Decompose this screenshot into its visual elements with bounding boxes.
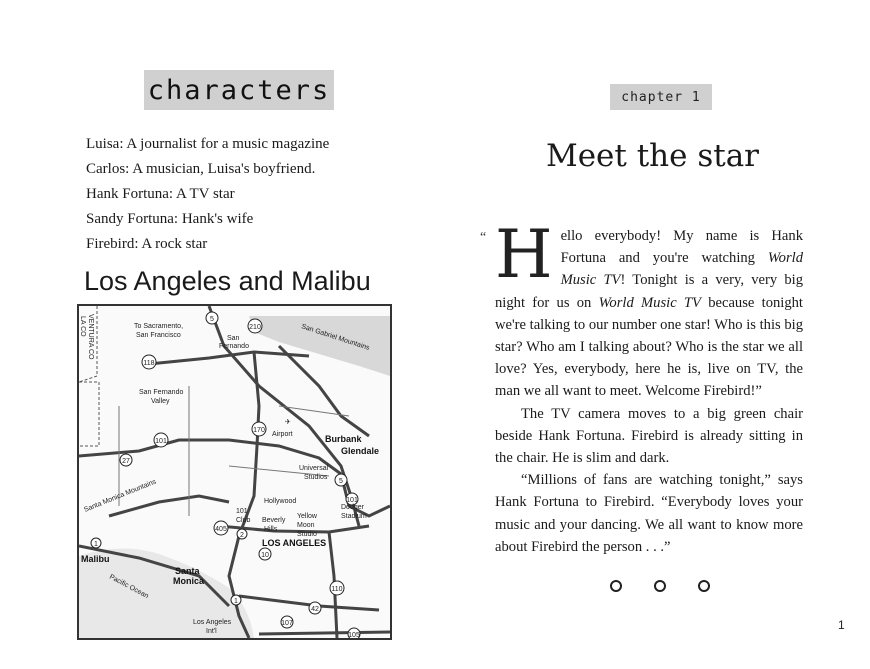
chapter-tab: chapter 1 xyxy=(610,84,712,110)
label-valley-2: Valley xyxy=(151,398,170,405)
label-beverly-1: Beverly xyxy=(262,517,286,524)
label-los-angeles: LOS ANGELES xyxy=(262,538,327,548)
circle-icon xyxy=(698,580,710,592)
characters-heading: characters xyxy=(144,70,334,110)
route-shield xyxy=(214,521,228,535)
label-beverly-2: Hills xyxy=(264,526,278,533)
label-ventura: VENTURA CO xyxy=(87,314,94,360)
svg-text:170: 170 xyxy=(253,427,265,434)
svg-text:27: 27 xyxy=(122,458,130,465)
label-valley-1: San Fernando xyxy=(139,389,184,396)
svg-text:1: 1 xyxy=(94,541,98,548)
label-club-1: 101 xyxy=(236,508,248,515)
right-page xyxy=(435,0,870,669)
character-item: Hank Fortuna: A TV star xyxy=(86,186,235,202)
svg-text:101: 101 xyxy=(155,438,167,445)
scene-break xyxy=(610,580,710,592)
roads xyxy=(119,386,349,516)
svg-text:5: 5 xyxy=(210,316,214,323)
label-pacific: Pacific Ocean xyxy=(108,573,150,601)
label-san-fernando: San xyxy=(227,335,240,342)
label-yellow-1: Yellow xyxy=(297,513,317,520)
svg-text:105: 105 xyxy=(348,632,360,638)
svg-text:10: 10 xyxy=(261,552,269,559)
label-lax-1: Los Angeles xyxy=(193,619,232,626)
label-santa-monica-2: Monica xyxy=(173,576,205,586)
label-yellow-3: Studio xyxy=(297,531,317,538)
paragraph xyxy=(495,216,803,403)
label-hollywood: Hollywood xyxy=(264,498,297,505)
label-lax-2: Int'l xyxy=(206,628,217,635)
route-shield xyxy=(206,312,218,324)
paragraph-text: ello everybody! My name is Hank Fortuna and you're watching World Music TV! Tonight is a very, very big night for us on World Music TV because tonight we're talking to our number one star! Who is this big star? Who am I talking about? Who is the star we all love? Yes, everybody, here he is, live on TV, the man we all want to meet. Welcome Firebird!” xyxy=(495,228,803,400)
character-item: Firebird: A rock star xyxy=(86,236,208,252)
airplane-icon: ✈ xyxy=(285,419,291,426)
label-yellow-2: Moon xyxy=(297,522,315,529)
label-to-sacramento: To Sacramento, xyxy=(134,323,184,330)
label-san-francisco: San Francisco xyxy=(136,332,181,339)
route-shield xyxy=(252,422,266,436)
svg-text:210: 210 xyxy=(249,324,261,331)
route-shield xyxy=(231,595,241,605)
map xyxy=(77,304,392,640)
label-universal-2: Studios xyxy=(304,474,328,481)
character-item: Luisa: A journalist for a music magazine xyxy=(86,136,330,152)
label-san-fernando-2: Fernando xyxy=(219,343,249,350)
label-county: LA CO xyxy=(79,316,86,337)
map-title: Los Angeles and Malibu xyxy=(84,266,371,296)
label-glendale: Glendale xyxy=(341,446,380,456)
story-text xyxy=(495,216,803,558)
label-burbank: Burbank xyxy=(325,434,362,444)
route-shield xyxy=(259,548,271,560)
route-shield xyxy=(91,538,101,548)
label-dodger-2: Stadium xyxy=(341,513,367,520)
paragraph: The TV camera moves to a big green chair beside Hank Fortuna. Firebird is already sitting in the chair. He is slim and dark. xyxy=(495,405,803,467)
label-santa-monica-1: Santa xyxy=(175,566,200,576)
route-shield xyxy=(248,319,262,333)
label-dodger-1: Dodger xyxy=(341,504,364,511)
svg-text:101: 101 xyxy=(346,497,358,504)
label-san-gabriel: San Gabriel Mountains xyxy=(300,323,371,352)
opening-quote-mark: “ xyxy=(480,230,487,245)
svg-text:405: 405 xyxy=(215,526,227,533)
route-shield xyxy=(154,433,168,447)
label-santa-monica-mountains: Santa Monica Mountains xyxy=(83,478,158,514)
page-number: 1 xyxy=(838,618,845,632)
svg-text:5: 5 xyxy=(339,478,343,485)
svg-text:42: 42 xyxy=(311,606,319,613)
route-shield xyxy=(330,581,344,595)
svg-text:2: 2 xyxy=(240,532,244,539)
route-shield xyxy=(142,355,156,369)
circle-icon xyxy=(654,580,666,592)
label-club-2: Club xyxy=(236,517,251,524)
label-universal-1: Universal xyxy=(299,465,329,472)
label-airport: Airport xyxy=(272,431,293,438)
label-malibu: Malibu xyxy=(81,554,110,564)
route-shield xyxy=(348,628,360,638)
county-line xyxy=(79,382,99,446)
character-item: Sandy Fortuna: Hank's wife xyxy=(86,211,254,227)
circle-icon xyxy=(610,580,622,592)
character-list xyxy=(86,132,406,257)
route-shield xyxy=(335,474,347,486)
route-shield xyxy=(120,454,132,466)
svg-text:110: 110 xyxy=(331,586,343,593)
map-drawing xyxy=(79,306,390,638)
route-shield xyxy=(281,616,293,628)
paragraph: “Millions of fans are watching tonight,” says Hank Fortuna to Firebird. “Everybody loves your music and your dancing. We all want to know more about Firebird the person . . .” xyxy=(495,472,803,555)
svg-text:118: 118 xyxy=(143,360,155,367)
svg-text:1: 1 xyxy=(234,598,238,605)
route-shield xyxy=(309,602,321,614)
chapter-title: Meet the star xyxy=(545,138,760,174)
character-item: Carlos: A musician, Luisa's boyfriend. xyxy=(86,161,316,177)
route-shield xyxy=(237,529,247,539)
svg-text:107: 107 xyxy=(281,620,293,627)
drop-cap: H xyxy=(495,216,553,293)
